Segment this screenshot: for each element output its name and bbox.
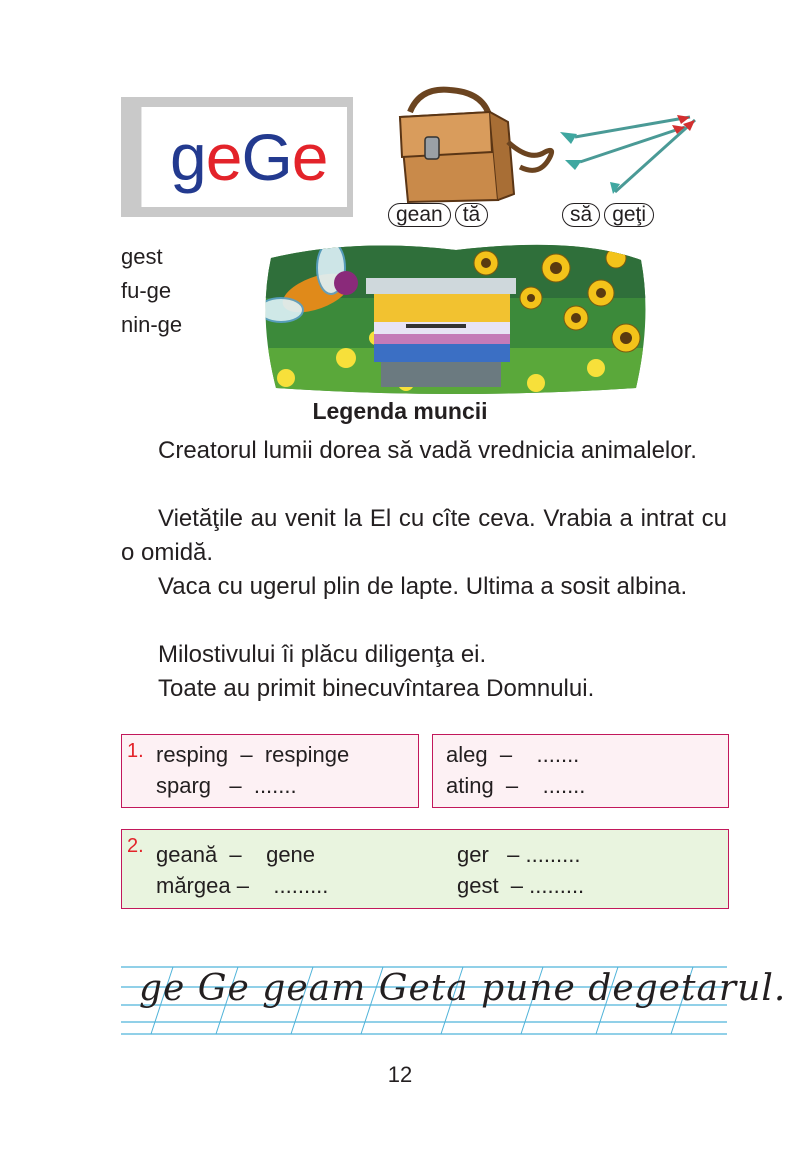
exercise-row: geană – gene xyxy=(156,842,316,867)
arrows-illustration xyxy=(555,112,705,197)
exercise-row: sparg – ....... xyxy=(156,773,297,798)
exercise-1-right-box xyxy=(432,734,729,808)
exercise-row: resping – respinge xyxy=(156,742,350,767)
exercise-row: ger – ......... xyxy=(457,842,581,867)
text-title: Legenda muncii xyxy=(312,398,488,424)
exercise-row: aleg – ....... xyxy=(446,742,580,767)
exercise-row: mărgea – ......... xyxy=(156,873,329,898)
page-number: 12 xyxy=(387,1062,413,1087)
letter-E: e xyxy=(291,120,328,194)
handwriting-practice xyxy=(121,962,787,1037)
paragraph: Vaca cu ugerul plin de lapte. Ultima a sosit albina. xyxy=(158,573,688,600)
exercise-1-left-box xyxy=(121,734,419,808)
letter-e: e xyxy=(205,120,242,194)
exercise-row: ating – ....... xyxy=(446,773,586,798)
paragraph: Milostivului îi plăcu diligenţa ei. xyxy=(158,641,487,668)
word-item: gest xyxy=(121,244,163,269)
paragraph: Creatorul lumii dorea să vadă vrednicia animalelor. xyxy=(158,437,697,464)
beehive-illustration xyxy=(256,238,652,398)
syllable-box: tă xyxy=(455,203,489,227)
syllables-geanta xyxy=(388,203,488,227)
syllable-box: să xyxy=(562,203,600,227)
bag-illustration xyxy=(380,82,560,207)
handwriting-text: ge Ge geam Geta pune degetarul. xyxy=(139,968,787,1009)
exercise-number: 2. xyxy=(127,835,144,857)
letter-g: g xyxy=(170,120,206,194)
letter-card xyxy=(121,97,353,217)
letter-G: G xyxy=(241,120,292,194)
syllables-sageti xyxy=(562,203,654,227)
word-list xyxy=(121,240,182,342)
exercise-2-box xyxy=(121,829,729,909)
paragraph: Vietăţile au venit la El cu cîte ceva. Vrabia a intrat cu o omidă. xyxy=(121,505,727,566)
syllable-box: gean xyxy=(388,203,451,227)
paragraph: Toate au primit binecuvîntarea Domnului. xyxy=(158,675,595,702)
syllable-box: geţi xyxy=(604,203,654,227)
card-face xyxy=(141,107,347,207)
card-letters xyxy=(170,107,328,207)
exercise-number: 1. xyxy=(127,740,144,762)
word-item: fu-ge xyxy=(121,278,172,303)
word-item: nin-ge xyxy=(121,312,183,337)
exercise-row: gest – ......... xyxy=(457,873,585,898)
